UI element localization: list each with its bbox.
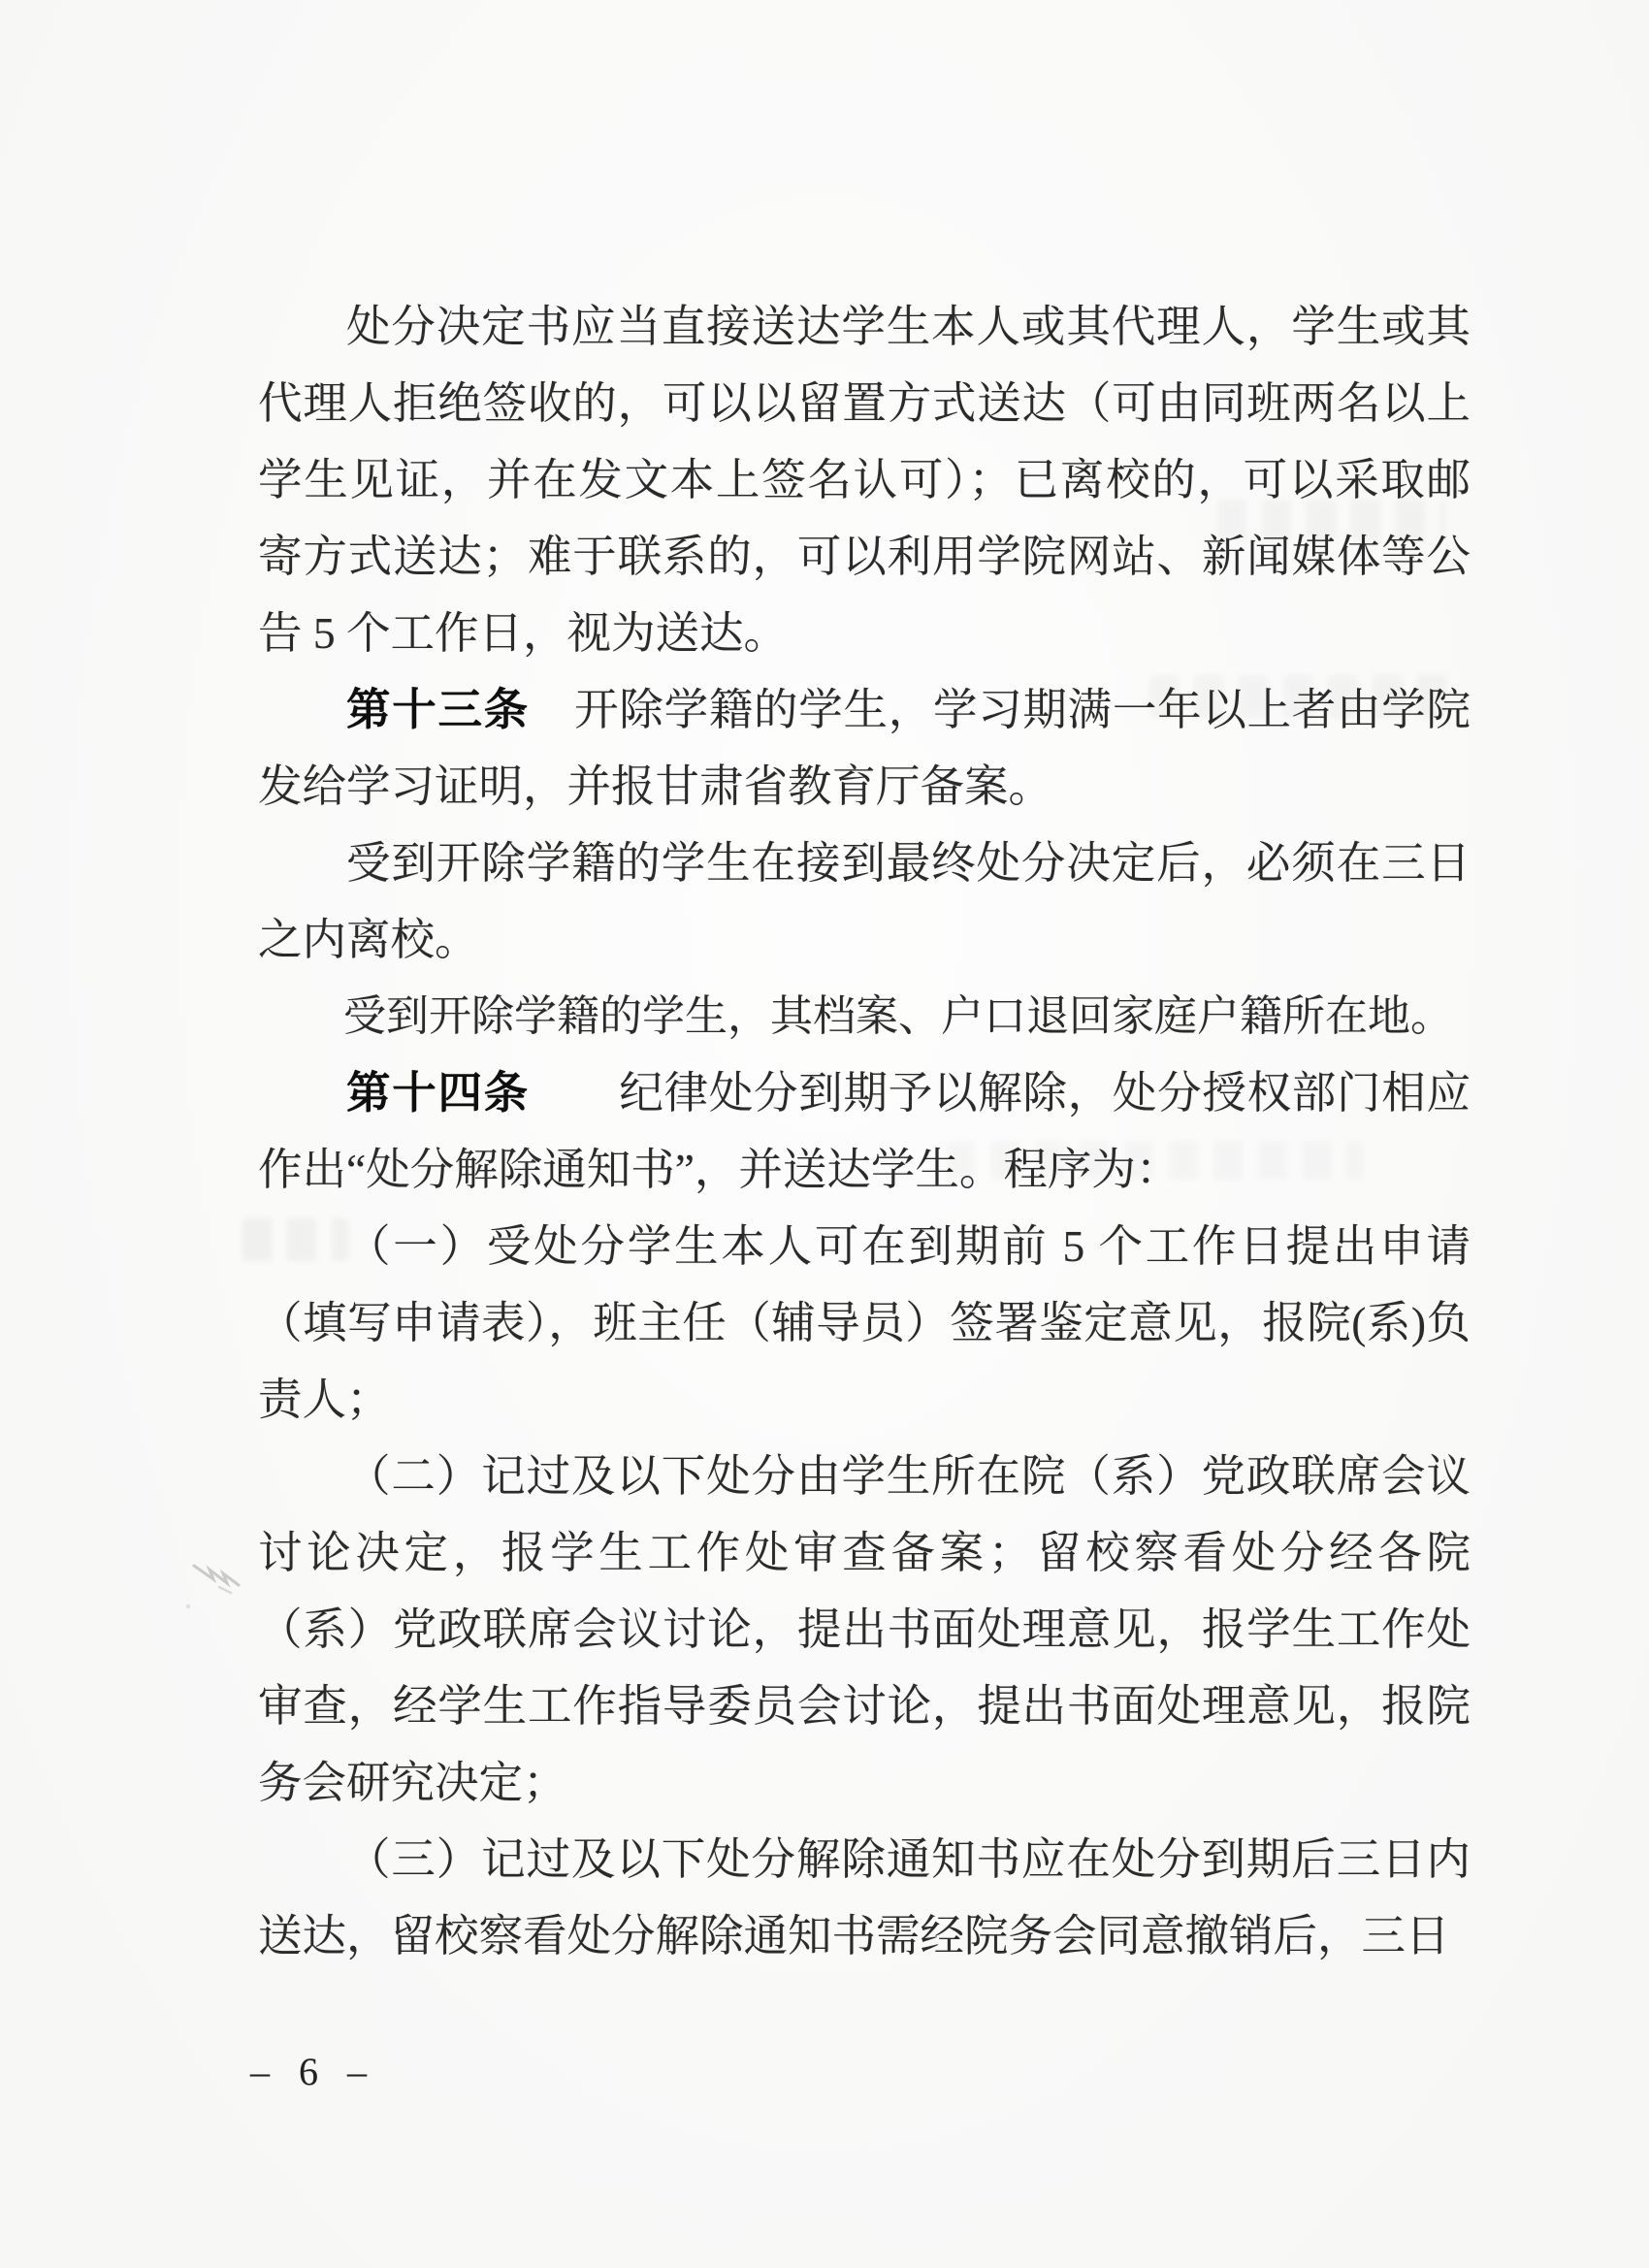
paragraph — [258, 825, 1471, 978]
clause-heading: 第十三条 — [346, 685, 530, 734]
text-run: （二）记过及以下处分由学生所在院（系）党政联席会议讨论决定，报学生工作处审查备案；留校察看处分经各院（系）党政联席会议讨论，提出书面处理意见，报学生工作处审查，经学生工作指导委员会讨论，提出书面处理意见，报院务会研究决定； — [258, 1451, 1471, 1807]
page-number: – 6 – — [250, 2050, 371, 2093]
paragraph — [258, 978, 1471, 1054]
text-run: 受到开除学籍的学生在接到最终处分决定后，必须在三日之内离校。 — [258, 838, 1471, 964]
text-run: 受到开除学籍的学生，其档案、户口退回家庭户籍所在地。 — [343, 992, 1453, 1040]
paragraph — [258, 671, 1471, 825]
text-run: 纪律处分到期予以解除，处分授权部门相应作出“处分解除通知书”，并送达学生。程序为： — [258, 1068, 1471, 1194]
text-run: （三）记过及以下处分解除通知书应在处分到期后三日内送达，留校察看处分解除通知书需经院务会同意撤销后，三日 — [258, 1834, 1471, 1960]
clause-heading: 第十四条 — [346, 1068, 530, 1118]
paragraph — [258, 1054, 1471, 1208]
paragraph — [258, 1821, 1471, 1974]
paragraph — [258, 1208, 1471, 1438]
document-text — [258, 288, 1471, 1974]
paragraph — [258, 1438, 1471, 1821]
text-run: 处分决定书应当直接送达学生本人或其代理人，学生或其代理人拒绝签收的，可以以留置方式送达（可由同班两名以上学生见证，并在发文本上签名认可）；已离校的，可以采取邮寄方式送达；难于联系的，可以利用学院网站、新闻媒体等公告 5 个工作日，视为送达。 — [258, 302, 1471, 658]
text-run: 开除学籍的学生，学习期满一年以上者由学院发给学习证明，并报甘肃省教育厅备案。 — [258, 685, 1471, 811]
paragraph — [258, 288, 1471, 671]
text-run: （一）受处分学生本人可在到期前 5 个工作日提出申请（填写申请表），班主任（辅导员）签署鉴定意见，报院(系)负责人； — [258, 1221, 1471, 1424]
